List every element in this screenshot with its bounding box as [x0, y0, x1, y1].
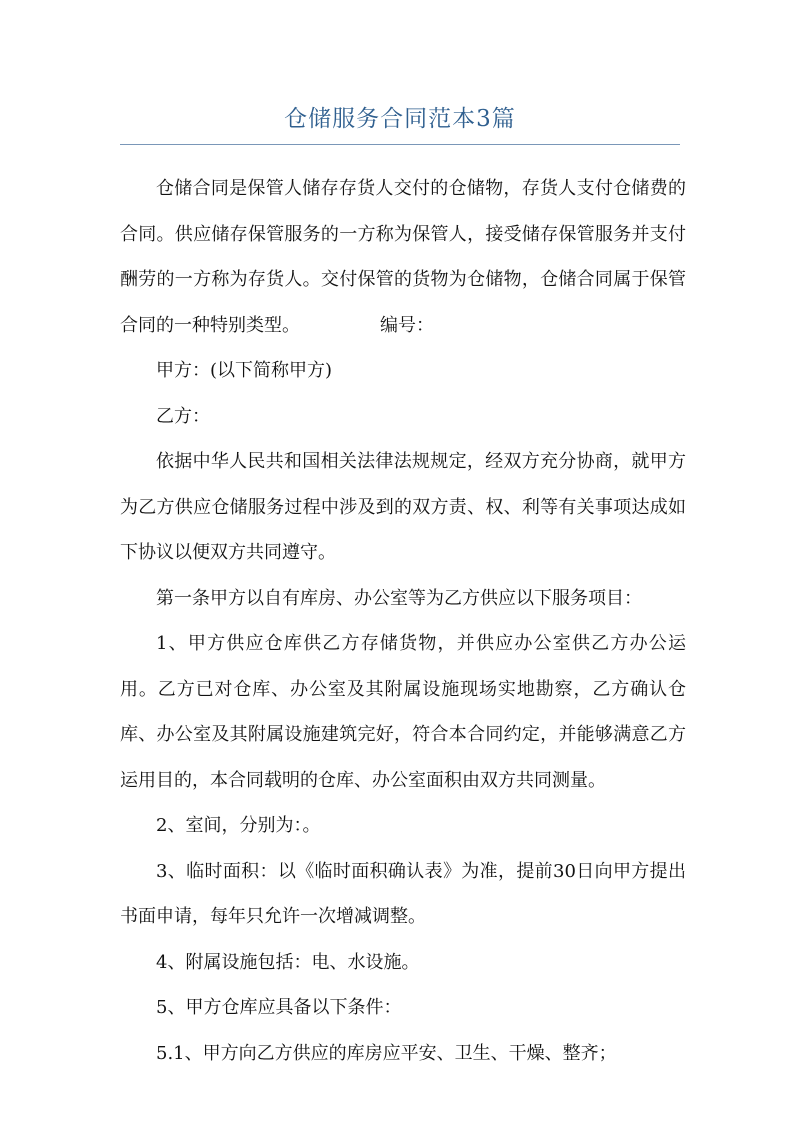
number-label: 编号： — [380, 314, 434, 336]
document-title: 仓储服务合同范本3篇 — [284, 106, 516, 132]
clause-5-1: 5.1、甲方向乙方供应的库房应平安、卫生、干燥、整齐； — [156, 1042, 617, 1064]
clause-5: 5、甲方仓库应具备以下条件： — [156, 997, 402, 1018]
document-body — [120, 166, 686, 1076]
clause-4: 4、附属设施包括：电、水设施。 — [156, 951, 420, 973]
clause-3: 3、临时面积：以《临时面积确认表》为准，提前30日向甲方提出书面申请，每年只允许一次增减调整。 — [120, 860, 686, 927]
title-underline — [120, 144, 680, 145]
preamble-paragraph: 依据中华人民共和国相关法律法规规定，经双方充分协商，就甲方为乙方供应仓储服务过程中涉及到的双方责、权、利等有关事项达成如下协议以便双方共同遵守。 — [120, 451, 686, 563]
clause-1: 1、甲方供应仓库供乙方存储货物，并供应办公室供乙方办公运用。乙方已对仓库、办公室及其附属设施现场实地勘察，乙方确认仓库、办公室及其附属设施建筑完好，符合本合同约定，并能够满意乙方运用目的，本合同载明的仓库、办公室面积由双方共同测量。 — [120, 633, 686, 791]
clause-2: 2、室间，分别为：。 — [156, 815, 321, 836]
intro-paragraph — [120, 166, 686, 348]
intro-text: 仓储合同是保管人储存存货人交付的仓储物，存货人支付仓储费的合同。供应储存保管服务的一方称为保管人，接受储存保管服务并支付酬劳的一方称为存货人。交付保管的货物为仓储物，仓储合同属于保管合同的一种特别类型。 — [120, 178, 686, 336]
party-a-line: 甲方：(以下简称甲方) — [156, 360, 333, 381]
party-b-line: 乙方： — [156, 405, 210, 427]
article-1-heading: 第一条甲方以自有库房、办公室等为乙方供应以下服务项目： — [156, 587, 642, 609]
